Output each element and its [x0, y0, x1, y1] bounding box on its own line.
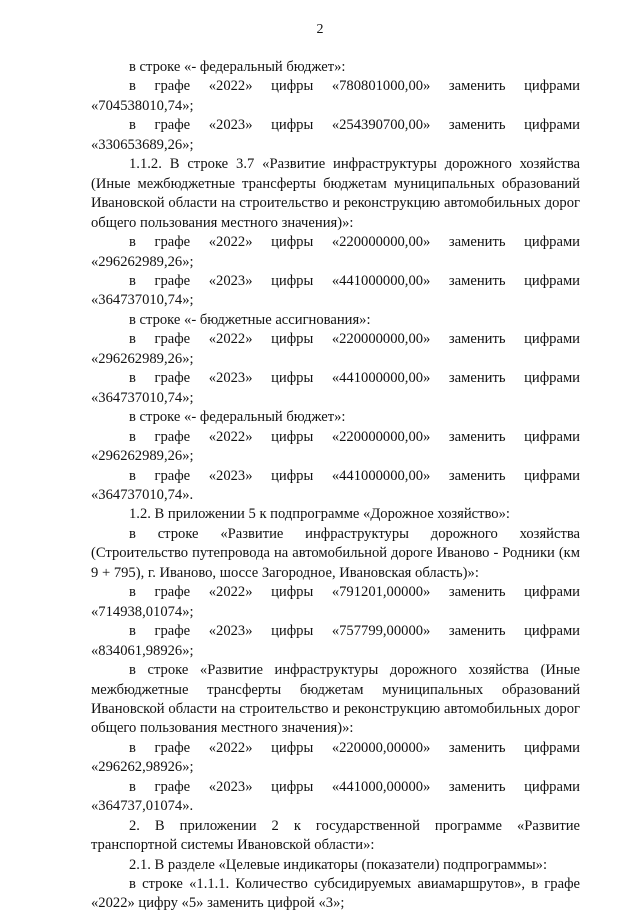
document-paragraph: «364737,01074». — [91, 798, 194, 815]
document-paragraph: в графе «2022» цифры «220000000,00» заменить цифрами — [129, 428, 580, 445]
document-paragraph: в графе «2023» цифры «441000000,00» заменить цифрами — [129, 272, 580, 289]
document-paragraph: в строке «Развитие инфраструктуры дорожного хозяйства (Иные межбюджетные трансферты бюджетам муниципальных образований Ивановской области на строительство и реконструкцию автомобильных дорог общего пользования местного значения)»: — [91, 662, 580, 737]
document-paragraph: «834061,98926»; — [91, 642, 194, 659]
document-paragraph: «296262989,26»; — [91, 350, 194, 367]
document-paragraph: в графе «2023» цифры «441000,00000» заменить цифрами — [129, 778, 580, 795]
document-paragraph: «364737010,74»; — [91, 292, 194, 309]
document-paragraph: 1.1.2. В строке 3.7 «Развитие инфраструктуры дорожного хозяйства (Иные межбюджетные трансферты бюджетам муниципальных образований Ивановской области на строительство и реконструкцию автомобильных дорог общего пользования местного значения)»: — [91, 156, 580, 231]
document-paragraph: в строке «- федеральный бюджет»: — [129, 59, 346, 75]
document-paragraph: «296262989,26»; — [91, 448, 194, 465]
document-paragraph: в графе «2023» цифры «254390700,00» заменить цифрами — [129, 117, 580, 134]
document-body — [91, 58, 580, 914]
document-paragraph: в графе «2023» цифры «441000000,00» заменить цифрами — [129, 467, 580, 484]
document-paragraph: 2. В приложении 2 к государственной программе «Развитие транспортной системы Ивановской области»: — [91, 817, 580, 854]
document-paragraph: 1.2. В приложении 5 к подпрограмме «Дорожное хозяйство»: — [129, 506, 510, 523]
document-paragraph: «364737010,74»; — [91, 389, 194, 406]
document-paragraph: в графе «2022» цифры «791201,00000» заменить цифрами — [129, 584, 580, 601]
page-number: 2 — [316, 22, 324, 37]
document-paragraph: «364737010,74». — [91, 486, 194, 503]
document-paragraph: в графе «2023» цифры «441000000,00» заменить цифрами — [129, 370, 580, 387]
document-paragraph: 2.1. В разделе «Целевые индикаторы (показатели) подпрограммы»: — [129, 856, 547, 873]
document-paragraph: в строке «- федеральный бюджет»: — [129, 409, 346, 426]
document-paragraph: в графе «2022» цифры «220000000,00» заменить цифрами — [129, 331, 580, 348]
document-paragraph: «296262,98926»; — [91, 759, 194, 776]
document-paragraph: в графе «2022» цифры «220000000,00» заменить цифрами — [129, 234, 580, 251]
document-paragraph: «296262989,26»; — [91, 253, 194, 270]
document-paragraph: в графе «2023» цифры «757799,00000» заменить цифрами — [129, 623, 580, 640]
document-paragraph: в строке «Развитие инфраструктуры дорожного хозяйства (Строительство путепровода на автомобильной дороге Иваново - Родники (км 9 + 795), г. Иваново, шоссе Загородное, Ивановская область)»: — [91, 525, 580, 581]
document-paragraph: «704538010,74»; — [91, 97, 194, 114]
document-paragraph: «714938,01074»; — [91, 603, 194, 620]
document-paragraph: в графе «2022» цифры «780801000,00» заменить цифрами — [129, 78, 580, 95]
document-paragraph: в строке «- бюджетные ассигнования»: — [129, 311, 371, 328]
document-paragraph: в графе «2022» цифры «220000,00000» заменить цифрами — [129, 739, 580, 756]
document-paragraph: «330653689,26»; — [91, 136, 194, 153]
document-paragraph: в строке «1.1.1. Количество субсидируемых авиамаршрутов», в графе «2022» цифру «5» заменить цифрой «3»; — [91, 876, 580, 912]
